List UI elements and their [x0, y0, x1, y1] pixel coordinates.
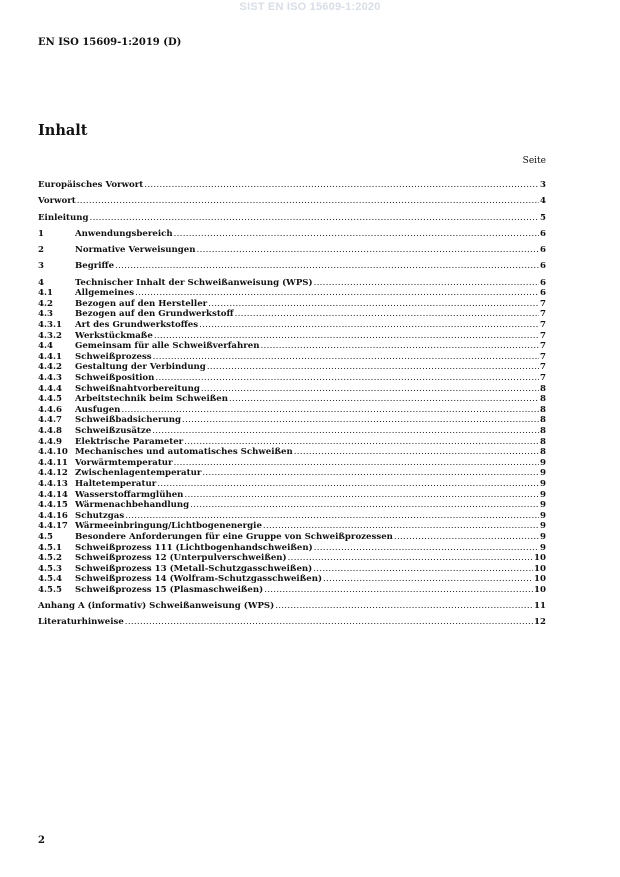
toc-entry-title: Begriffe — [75, 261, 115, 272]
toc-entry-title: Schweißprozess 15 (Plasmaschweißen) — [75, 584, 264, 595]
toc-entry-page: 6 — [540, 288, 546, 299]
toc-entry[interactable] — [38, 521, 546, 532]
toc-entry-number: 4.3 — [38, 309, 53, 320]
toc-leader-dots — [182, 415, 539, 426]
toc-entry[interactable] — [38, 415, 546, 426]
toc-entry-title: Gestaltung der Verbindung — [75, 362, 206, 373]
toc-entry-title: Art des Grundwerkstoffes — [75, 320, 199, 331]
toc-entry-title: Anwendungsbereich — [75, 228, 173, 239]
toc-entry-page: 8 — [540, 383, 546, 394]
toc-entry-page: 8 — [540, 415, 546, 426]
toc-entry-title: Europäisches Vorwort — [38, 180, 144, 190]
toc-entry[interactable] — [38, 261, 546, 272]
toc-entry[interactable] — [38, 299, 546, 310]
toc-entry[interactable] — [38, 601, 546, 612]
toc-entry-page: 9 — [540, 510, 546, 521]
toc-leader-dots — [152, 426, 539, 437]
toc-entry-number: 4.4.10 — [38, 447, 68, 458]
toc-leader-dots — [157, 479, 539, 490]
toc-entry-title: Zwischenlagentemperatur — [75, 468, 202, 479]
toc-leader-dots — [394, 532, 539, 543]
toc-entry-page: 11 — [534, 601, 546, 612]
toc-entry-title: Wärmeeinbringung/Lichtbogenenergie — [75, 521, 262, 532]
toc-entry-title: Schweißprozess 111 (Lichtbogenhandschweißen) — [75, 542, 313, 553]
toc-leader-dots — [235, 309, 539, 320]
toc-entry-number: 1 — [38, 228, 44, 239]
toc-entry-title: Allgemeines — [75, 288, 135, 299]
toc-entry[interactable] — [38, 309, 546, 320]
toc-entry-title: Mechanisches und automatisches Schweißen — [75, 447, 293, 458]
toc-entry-page: 10 — [534, 574, 546, 585]
toc-entry[interactable] — [38, 564, 546, 575]
toc-title: Inhalt — [38, 122, 88, 139]
toc-leader-dots — [208, 299, 539, 310]
toc-entry-page: 7 — [540, 298, 546, 309]
toc-entry-number: 4.5.4 — [38, 574, 62, 585]
toc-entry-page: 9 — [540, 531, 546, 542]
toc-entry-page: 7 — [540, 320, 546, 331]
toc-entry-number: 4.4.17 — [38, 521, 68, 532]
toc-entry[interactable] — [38, 213, 546, 224]
toc-entry[interactable] — [38, 511, 546, 522]
toc-entry-number: 4.2 — [38, 298, 53, 309]
toc-entry[interactable] — [38, 229, 546, 240]
toc-entry-page: 8 — [540, 394, 546, 405]
toc-entry-title: Schweißzusätze — [75, 426, 152, 436]
page-number: 2 — [38, 835, 45, 846]
toc-leader-dots — [199, 320, 539, 331]
toc-entry[interactable] — [38, 331, 546, 342]
toc-entry-page: 8 — [540, 436, 546, 447]
toc-entry[interactable] — [38, 341, 546, 352]
toc-entry[interactable] — [38, 196, 546, 207]
toc-entry-title: Schweißbadsicherung — [75, 415, 182, 426]
toc-entry-page: 5 — [540, 212, 546, 223]
toc-entry-number: 4.5 — [38, 531, 53, 542]
toc-entry-page: 10 — [534, 563, 546, 574]
toc-leader-dots — [207, 362, 539, 373]
toc-entry-page: 6 — [540, 228, 546, 239]
toc-leader-dots — [197, 245, 539, 256]
toc-entry-title: Haltetemperatur — [75, 478, 157, 489]
toc-leader-dots — [174, 229, 539, 240]
toc-entry-page: 10 — [534, 553, 546, 564]
toc-entry-number: 4.4.1 — [38, 351, 62, 362]
toc-entry-number: 3 — [38, 261, 44, 272]
toc-leader-dots — [77, 196, 539, 207]
toc-leader-dots — [155, 373, 539, 384]
toc-entry[interactable] — [38, 447, 546, 458]
toc-entry-page: 3 — [540, 180, 546, 190]
toc-entry[interactable] — [38, 352, 546, 363]
toc-entry-title: Elektrische Parameter — [75, 436, 184, 447]
toc-entry[interactable] — [38, 288, 546, 299]
toc-entry-number: 4.4.12 — [38, 468, 68, 479]
toc-entry-number: 4.4.6 — [38, 404, 62, 415]
toc-leader-dots — [229, 394, 539, 405]
toc-entry[interactable] — [38, 479, 546, 490]
toc-entry[interactable] — [38, 405, 546, 416]
toc-entry-page: 7 — [540, 351, 546, 362]
toc-leader-dots — [125, 511, 539, 522]
toc-entry-title: Ausfugen — [75, 404, 121, 415]
toc-entry-title: Schweißposition — [75, 373, 155, 384]
toc-leader-dots — [264, 585, 533, 596]
toc-entry-title: Anhang A (informativ) Schweißanweisung (WPS) — [38, 601, 275, 612]
toc-entry-page: 6 — [540, 261, 546, 272]
toc-entry[interactable] — [38, 426, 546, 437]
toc-entry-title: Vorwort — [38, 196, 76, 207]
toc-entry[interactable] — [38, 468, 546, 479]
toc-leader-dots — [201, 384, 539, 395]
toc-entry-title: Wärmenachbehandlung — [75, 500, 190, 511]
toc-entry[interactable] — [38, 394, 546, 405]
toc-entry-number: 2 — [38, 245, 44, 256]
toc-entry-page: 8 — [540, 447, 546, 458]
toc-entry-page: 9 — [540, 500, 546, 511]
toc-entry[interactable] — [38, 437, 546, 448]
toc-leader-dots — [153, 352, 539, 363]
toc-leader-dots — [275, 601, 533, 612]
table-of-contents — [38, 180, 546, 628]
toc-leader-dots — [184, 437, 539, 448]
toc-entry-title: Schweißprozess 12 (Unterpulverschweißen) — [75, 553, 287, 564]
toc-entry-page: 9 — [540, 457, 546, 468]
toc-entry-page: 7 — [540, 309, 546, 320]
toc-entry-page: 7 — [540, 373, 546, 384]
toc-entry-number: 4.4.14 — [38, 489, 68, 500]
toc-leader-dots — [90, 213, 539, 224]
toc-entry-number: 4.4.16 — [38, 510, 68, 521]
toc-entry-number: 4.4.3 — [38, 373, 62, 384]
toc-entry-title: Vorwärmtemperatur — [75, 457, 173, 468]
toc-entry[interactable] — [38, 320, 546, 331]
toc-entry[interactable] — [38, 617, 546, 628]
toc-entry-page: 7 — [540, 341, 546, 352]
toc-entry-page: 9 — [540, 478, 546, 489]
toc-entry-title: Arbeitstechnik beim Schweißen — [75, 394, 229, 405]
toc-entry[interactable] — [38, 574, 546, 585]
toc-leader-dots — [135, 288, 539, 299]
toc-leader-dots — [184, 490, 539, 501]
toc-entry-number: 4.4.8 — [38, 426, 62, 436]
toc-entry[interactable] — [38, 585, 546, 596]
toc-leader-dots — [190, 500, 539, 511]
toc-leader-dots — [314, 278, 539, 289]
toc-entry-number: 4.1 — [38, 288, 53, 299]
toc-entry[interactable] — [38, 373, 546, 384]
toc-entry-page: 6 — [540, 277, 546, 288]
toc-entry-page: 9 — [540, 468, 546, 479]
toc-entry[interactable] — [38, 543, 546, 554]
toc-entry-page: 7 — [540, 330, 546, 341]
watermark: SIST EN ISO 15609-1:2020 — [239, 1, 381, 13]
toc-entry[interactable] — [38, 490, 546, 501]
toc-entry-number: 4.4.13 — [38, 478, 68, 489]
toc-leader-dots — [314, 543, 539, 554]
toc-leader-dots — [121, 405, 539, 416]
toc-entry[interactable] — [38, 278, 546, 289]
toc-entry-title: Schweißprozess 13 (Metall-Schutzgasschweißen) — [75, 563, 313, 574]
toc-entry-title: Schutzgas — [75, 510, 125, 521]
toc-entry-number: 4.4.4 — [38, 383, 62, 394]
page-column-label: Seite — [522, 156, 546, 166]
toc-entry-page: 4 — [540, 196, 546, 207]
toc-entry[interactable] — [38, 500, 546, 511]
toc-leader-dots — [144, 180, 539, 191]
document-header: EN ISO 15609-1:2019 (D) — [38, 37, 182, 48]
toc-entry-title: Besondere Anforderungen für eine Gruppe von Schweißprozessen — [75, 531, 393, 542]
toc-entry[interactable] — [38, 245, 546, 256]
toc-entry-number: 4.4.7 — [38, 415, 62, 426]
toc-entry-number: 4.5.1 — [38, 542, 62, 553]
toc-entry-page: 7 — [540, 362, 546, 373]
toc-entry-title: Schweißprozess 14 (Wolfram-Schutzgasschweißen) — [75, 574, 323, 585]
toc-leader-dots — [125, 617, 533, 628]
toc-entry-number: 4.5.2 — [38, 553, 62, 564]
toc-entry-number: 4.4.11 — [38, 457, 68, 468]
toc-entry-page: 9 — [540, 542, 546, 553]
toc-entry-number: 4.4.2 — [38, 362, 62, 373]
toc-leader-dots — [202, 468, 539, 479]
toc-entry-number: 4.5.5 — [38, 584, 62, 595]
toc-entry-number: 4.5.3 — [38, 563, 62, 574]
toc-leader-dots — [323, 574, 533, 585]
toc-entry-title: Wasserstoffarmglühen — [75, 489, 184, 500]
toc-entry-title: Einleitung — [38, 212, 89, 223]
toc-entry-number: 4.3.2 — [38, 330, 62, 341]
toc-leader-dots — [174, 458, 539, 469]
toc-entry-page: 9 — [540, 489, 546, 500]
toc-entry-page: 8 — [540, 404, 546, 415]
toc-leader-dots — [154, 331, 539, 342]
toc-entry[interactable] — [38, 553, 546, 564]
toc-entry-page: 6 — [540, 245, 546, 256]
toc-entry[interactable] — [38, 458, 546, 469]
toc-entry-page: 9 — [540, 521, 546, 532]
toc-entry-number: 4.3.1 — [38, 320, 62, 331]
toc-entry-number: 4.4.9 — [38, 436, 62, 447]
toc-entry-title: Normative Verweisungen — [75, 245, 196, 256]
toc-entry[interactable] — [38, 532, 546, 543]
toc-entry[interactable] — [38, 362, 546, 373]
toc-entry-page: 10 — [534, 584, 546, 595]
toc-leader-dots — [288, 553, 533, 564]
toc-entry-title: Werkstückmaße — [75, 330, 153, 341]
toc-entry-title: Gemeinsam für alle Schweißverfahren — [75, 341, 260, 352]
toc-leader-dots — [261, 341, 540, 352]
toc-entry-number: 4.4.5 — [38, 394, 62, 405]
toc-entry-title: Bezogen auf den Grundwerkstoff — [75, 309, 234, 320]
toc-entry[interactable] — [38, 384, 546, 395]
toc-leader-dots — [263, 521, 539, 532]
toc-entry[interactable] — [38, 180, 546, 191]
toc-entry-title: Literaturhinweise — [38, 617, 124, 628]
toc-leader-dots — [294, 447, 539, 458]
toc-entry-number: 4.4.15 — [38, 500, 68, 511]
toc-entry-number: 4 — [38, 277, 44, 288]
toc-entry-title: Bezogen auf den Hersteller — [75, 298, 208, 309]
toc-entry-page: 8 — [540, 426, 546, 436]
toc-entry-title: Technischer Inhalt der Schweißanweisung (WPS) — [75, 277, 313, 288]
toc-leader-dots — [115, 261, 539, 272]
toc-entry-title: Schweißprozess — [75, 351, 152, 362]
toc-entry-title: Schweißnahtvorbereitung — [75, 383, 200, 394]
toc-entry-page: 12 — [534, 617, 546, 628]
toc-leader-dots — [313, 564, 533, 575]
toc-entry-number: 4.4 — [38, 341, 53, 352]
